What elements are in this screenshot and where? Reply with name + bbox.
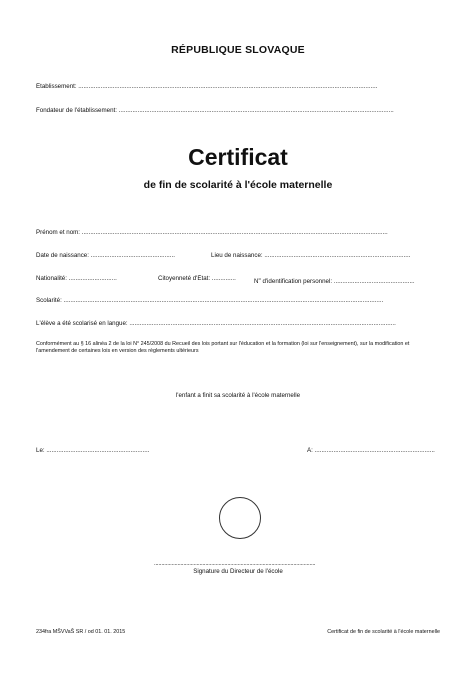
completion-statement: l'enfant a finit sa scolarité à l'école maternelle [175, 392, 301, 399]
document-title: Certificat [188, 144, 288, 170]
signature-label: Signature du Directeur de l'école [193, 568, 283, 575]
schooling-field[interactable]: Scolarité: .......................................................................................................................................................................................... [36, 297, 384, 304]
name-field[interactable]: Prénom et nom: .................................................................................................................................................................................. [36, 229, 388, 236]
id-number-dots: ............................................... [333, 278, 415, 286]
birth-place-field[interactable]: Lieu de naissance: ..................................................................................... [211, 252, 411, 259]
id-number-label: d'identification personnel: [262, 278, 333, 286]
legal-text: Conformément au § 16 alinéa 2 de la loi N° 245/2008 du Recueil des lois portant sur l'éducation et la formation (loi sur l'enseignement), sur la modification et l'amendement de certaines lois en version des règlements ultérieurs [36, 341, 410, 354]
footer-form-code: 234fra MŠVVaŠ SR / od 01. 01. 2015 [36, 629, 126, 635]
date-field[interactable]: Le: ............................................................ [36, 447, 150, 454]
id-number-field[interactable] [254, 275, 440, 286]
signature-line[interactable]: .............................................................................................................. [154, 561, 316, 567]
country-heading: RÉPUBLIQUE SLOVAQUE [171, 44, 305, 56]
nationality-field[interactable]: Nationalité: ............................ [36, 275, 117, 282]
id-number-sup: o [258, 276, 261, 281]
establishment-field[interactable]: Établissement: .............................................................................................................................................................................. [36, 83, 378, 90]
language-field[interactable]: L'élève a été scolarisé en langue: ........................................................................................................................................................... [36, 320, 396, 327]
citizenship-field[interactable]: Citoyenneté d'État: .............. [158, 275, 236, 282]
footer-document-name: Certificat de fin de scolarité à l'école maternelle [327, 629, 440, 635]
official-seal-circle [219, 497, 261, 539]
document-subtitle: de fin de scolarité à l'école maternelle [143, 179, 333, 191]
id-number-prefix: N [254, 278, 259, 286]
place-field[interactable]: À: ...................................................................... [307, 447, 435, 454]
founder-field[interactable]: Fondateur de l'établissement: ................................................................................................................................................................ [36, 107, 394, 114]
birth-date-field[interactable]: Date de naissance: ................................................. [36, 252, 175, 259]
